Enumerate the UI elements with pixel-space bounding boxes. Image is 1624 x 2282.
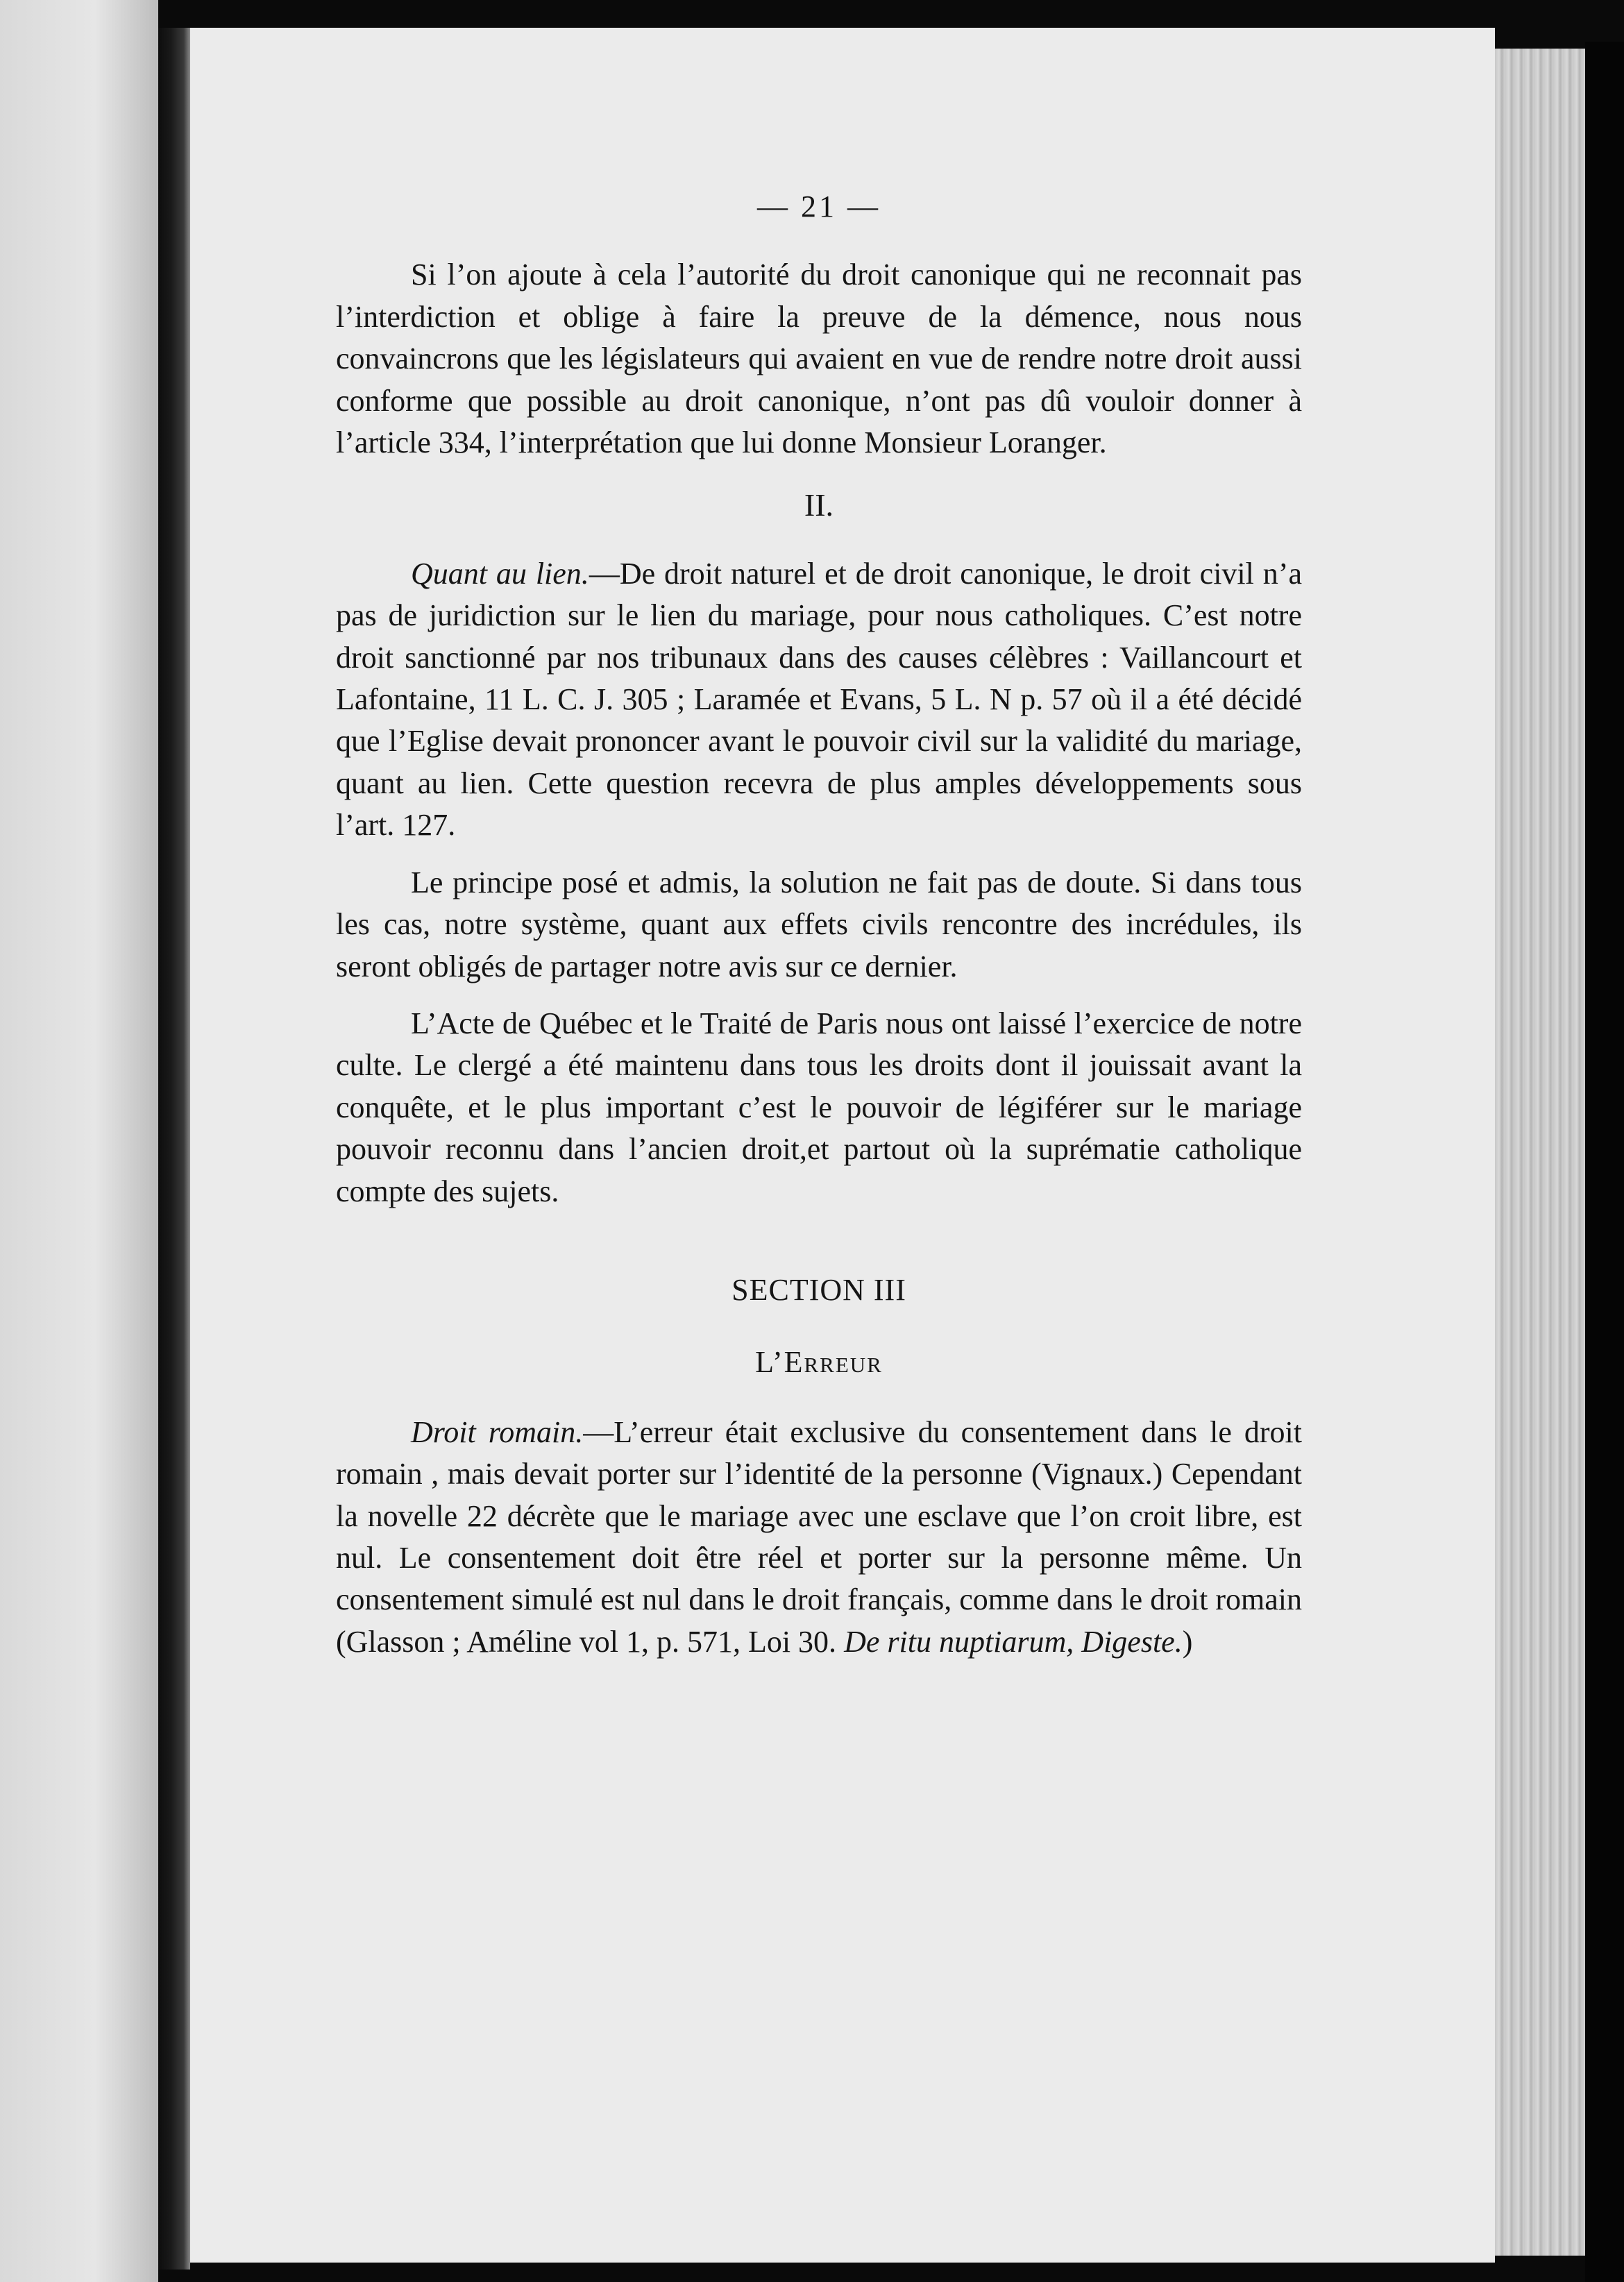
paragraph-droit-romain-end: ) [1182,1624,1193,1659]
paragraph-principe: Le principe posé et admis, la solution ne fait pas de doute. Si dans tous les cas, notre système, quant aux effets civils rencontre des incrédules, ils seront obligés de partager notre avis sur ce dernier. [336,865,1302,983]
paragraph-droit-romain-body: —L’erreur était exclusive du consentement dans le droit romain , mais devait porter sur l’identité de la personne (Vignaux.) Cependant la novelle 22 décrète que le mariage avec une esclave que l’on croit libre, est nul. Le consentement doit être réel et porter sur la personne même. Un consentement simulé est nul dans le droit français, comme dans le droit romain (Glasson ; Améline vol 1, p. 571, Loi 30. [336,1414,1302,1659]
subsection-title: L’Erreur [755,1345,883,1380]
page-text [336,186,1302,1663]
paragraph-lien [336,553,1302,847]
facing-page-edge [0,0,158,2282]
page-number: — 21 — [757,189,881,223]
paragraph-droit-romain [336,1412,1302,1663]
paragraph-interdiction: Si l’on ajoute à cela l’autorité du droit canonique qui ne reconnait pas l’interdiction et oblige à faire la preuve de la démence, nous nous convaincrons que les législateurs qui avaient en vue de rendre notre droit aussi conforme que possible au droit canonique, n’ont pas dû vouloir donner à l’article 334, l’interprétation que lui donne Monsieur Loranger. [336,257,1302,460]
paragraph-lien-body: —De droit naturel et de droit canonique, le droit civil n’a pas de juridiction sur le lien du mariage, pour nous catholiques. C’est notre droit sanctionné par nos tribunaux dans des causes célèbres : Vaillancourt et Lafontaine, 11 L. C. J. 305 ; Laramée et Evans, 5 L. N p. 57 où il a été décidé que l’Eglise devait prononcer avant le pouvoir civil sur la validité du mariage, quant au lien. Cette question recevra de plus amples développements sous l’art. 127. [336,556,1302,843]
paragraph-acte-quebec: L’Acte de Québec et le Traité de Paris nous ont laissé l’exercice de notre culte. Le clergé a été maintenu dans tous les droits dont il jouissait avant la conquête, et le plus important c’est le pouvoir de légiférer sur le mariage pouvoir reconnu dans l’ancien droit,et partout où la suprématie catholique compte des sujets. [336,1006,1302,1208]
paragraph-droit-romain-lead: Droit romain. [411,1414,584,1449]
paragraph-lien-lead: Quant au lien. [411,556,589,591]
section-title: SECTION III [731,1272,906,1307]
scan-border [1585,42,1624,2282]
heading-ii: II. [804,487,834,523]
paragraph-droit-romain-citation: De ritu nuptiarum, Digeste. [844,1624,1183,1659]
page-stack-edge [1495,49,1585,2256]
book-gutter [158,28,190,2270]
